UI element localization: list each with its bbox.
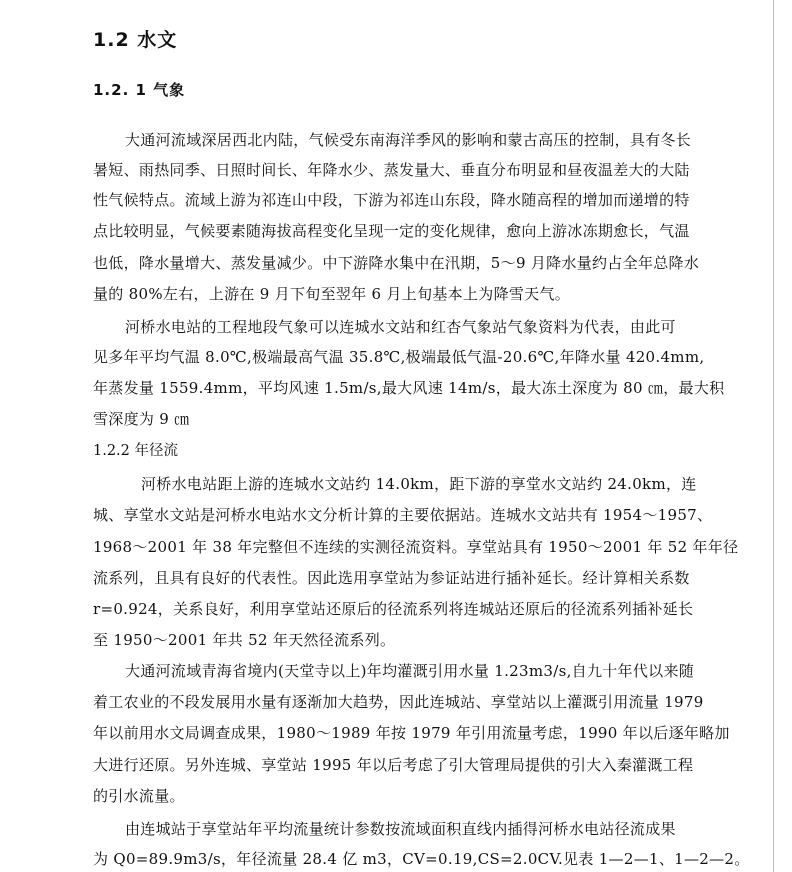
paragraph-5-line: 由连城站于享堂站年平均流量统计参数按流域面积直线内插得河桥水电站径流成果 (125, 820, 676, 838)
paragraph-5-line: 为 Q0=89.9m3/s，年径流量 28.4 亿 m3，CV=0.19,CS=2.0CV.见表 1—2—1、1—2—2。 (93, 850, 750, 868)
paragraph-3-line: 流系列，且具有良好的代表性。因此选用享堂站为参证站进行插补延长。经计算相关系数 (93, 569, 690, 587)
paragraph-3-line: 城、享堂水文站是河桥水电站水文分析计算的主要依据站。连城水文站共有 1954～1957、 (93, 506, 713, 524)
paragraph-1-line: 也低，降水量增大、蒸发量减少。中下游降水集中在汛期，5～9 月降水量约占全年总降水 (93, 254, 700, 272)
paragraph-1-line: 性气候特点。流域上游为祁连山中段，下游为祁连山东段，降水随高程的增加而递增的特 (93, 191, 690, 209)
paragraph-2-line: 见多年平均气温 8.0℃,极端最高气温 35.8℃,极端最低气温-20.6℃,年降水量 420.4mm, (93, 348, 705, 366)
subsection-heading-meteorology: 1.2. 1 气象 (93, 81, 186, 99)
paragraph-4-line: 的引水流量。 (93, 787, 185, 805)
paragraph-3-line: 河桥水电站距上游的连城水文站约 14.0km，距下游的享堂水文站约 24.0km，连 (141, 475, 697, 493)
paragraph-3-line: r=0.924，关系良好，利用享堂站还原后的径流系列将连城站还原后的径流系列插补延长 (93, 600, 694, 618)
paragraph-4-line: 大通河流域青海省境内(天堂寺以上)年均灌溉引用水量 1.23m3/s,自九十年代以来随 (125, 662, 695, 680)
paragraph-2-line: 年蒸发量 1559.4mm，平均风速 1.5m/s,最大风速 14m/s，最大冻土深度为 80 ㎝，最大积 (93, 379, 725, 397)
paragraph-1-line: 量的 80%左右，上游在 9 月下旬至翌年 6 月上旬基本上为降雪天气。 (93, 285, 571, 303)
paragraph-1-line: 暑短、雨热同季、日照时间长、年降水少、蒸发量大、垂直分布明显和昼夜温差大的大陆 (93, 161, 690, 179)
page-edge-rule (773, 0, 774, 872)
paragraph-3-line: 1968～2001 年 38 年完整但不连续的实测径流资料。享堂站具有 1950～2001 年 52 年年径 (93, 538, 739, 556)
paragraph-2-line: 雪深度为 9 ㎝ (93, 410, 190, 428)
paragraph-1-line: 大通河流域深居西北内陆，气候受东南海洋季风的影响和蒙古高压的控制，具有冬长 (125, 131, 692, 149)
paragraph-3-line: 至 1950～2001 年共 52 年天然径流系列。 (93, 631, 396, 649)
paragraph-4-line: 年以前用水文局调查成果，1980～1989 年按 1979 年引用流量考虑，1990 年以后逐年略加 (93, 724, 730, 742)
paragraph-2-line: 河桥水电站的工程地段气象可以连城水文站和红杏气象站气象资料为代表，由此可 (125, 318, 676, 336)
paragraph-1-line: 点比较明显，气候要素随海拔高程变化呈现一定的变化规律，愈向上游冰冻期愈长，气温 (93, 222, 690, 240)
paragraph-4-line: 大进行还原。另外连城、享堂站 1995 年以后考虑了引大管理局提供的引大入秦灌溉工程 (93, 756, 694, 774)
subsection-heading-runoff: 1.2.2 年径流 (93, 443, 179, 459)
paragraph-4-line: 着工农业的不段发展用水量有逐渐加大趋势，因此连城站、享堂站以上灌溉引用流量 1979 (93, 693, 704, 711)
section-heading: 1.2 水文 (93, 29, 178, 51)
